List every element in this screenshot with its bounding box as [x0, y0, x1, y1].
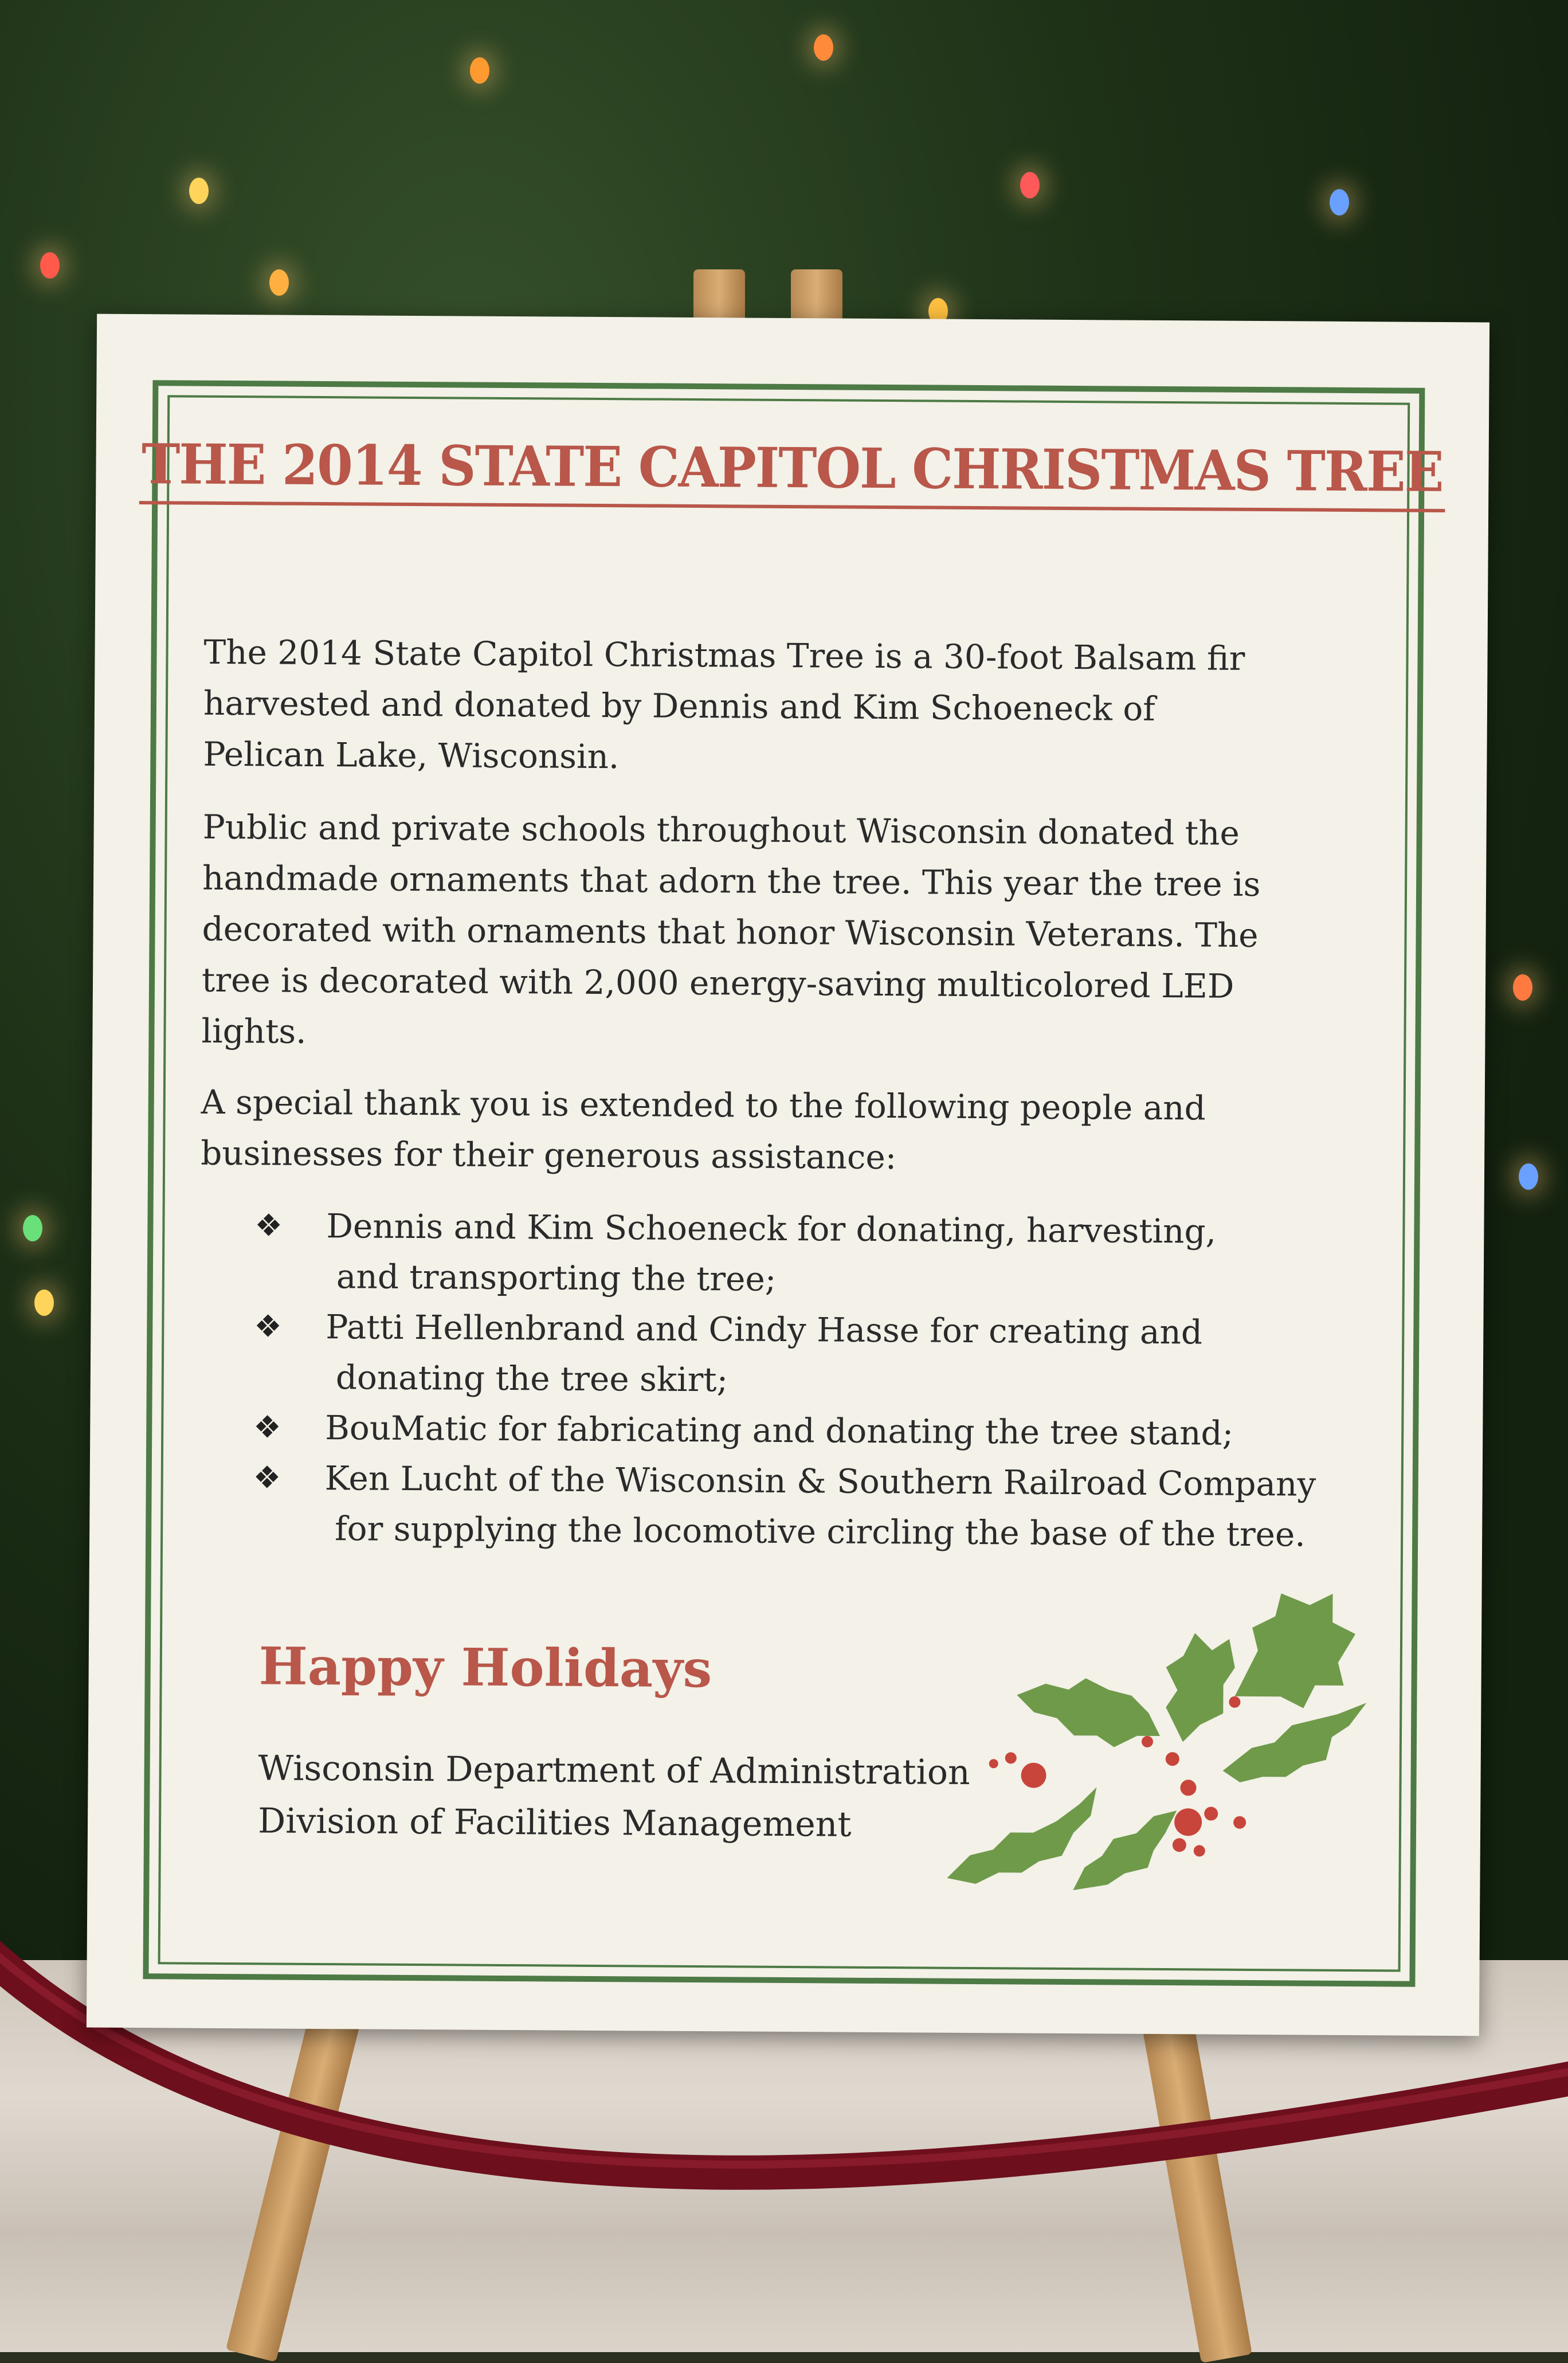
tree-light: [269, 269, 289, 296]
paragraph-line: decorated with ornaments that honor Wisconsin Veterans. The: [202, 909, 1259, 955]
tree-light: [34, 1290, 54, 1316]
list-item: [254, 1301, 1318, 1408]
paragraph-line: The 2014 State Capitol Christmas Tree is a 30-foot Balsam fir: [203, 632, 1245, 678]
tree-light: [40, 252, 60, 279]
paragraph-line: harvested and donated by Dennis and Kim Schoeneck of: [203, 683, 1155, 728]
paragraph-line: Public and private schools throughout Wisconsin donated the: [202, 807, 1240, 853]
tree-light: [23, 1215, 42, 1241]
paragraph-ornaments: [201, 802, 1378, 1064]
paragraph-line: handmade ornaments that adorn the tree. This year the tree is: [202, 858, 1261, 904]
list-item: [253, 1402, 1316, 1459]
list-item-line: BouMatic for fabricating and donating the tree stand;: [325, 1408, 1234, 1453]
bullet-diamond-icon: ❖: [254, 1207, 283, 1244]
sign-title: [96, 432, 1489, 513]
signature-line: Division of Facilities Management: [257, 1801, 852, 1845]
list-item-line: for supplying the locomotive circling the base of the tree.: [335, 1509, 1306, 1554]
tree-light: [470, 57, 489, 84]
tree-light: [1330, 189, 1349, 215]
paragraph-tree-description: [203, 627, 1379, 787]
holly-icon: [912, 1580, 1385, 1926]
list-item-line: donating the tree skirt;: [335, 1358, 728, 1400]
list-item-line: Patti Hellenbrand and Cindy Hasse for creating and: [326, 1307, 1203, 1352]
signature-line: Wisconsin Department of Administration: [258, 1748, 970, 1793]
list-item: [254, 1200, 1318, 1307]
sign-title-text: THE 2014 STATE CAPITOL CHRISTMAS TREE: [139, 432, 1445, 512]
tree-light: [189, 178, 209, 204]
list-item-line: and transporting the tree;: [336, 1257, 777, 1299]
list-item-line: Dennis and Kim Schoeneck for donating, harvesting,: [326, 1206, 1217, 1251]
bullet-diamond-icon: ❖: [253, 1409, 281, 1445]
tree-light: [1020, 172, 1040, 198]
signature-block: [258, 1742, 970, 1852]
paragraph-line: lights.: [201, 1011, 307, 1051]
bullet-diamond-icon: ❖: [253, 1459, 281, 1496]
paragraph-line: tree is decorated with 2,000 energy-saving multicolored LED: [201, 960, 1234, 1006]
bullet-diamond-icon: ❖: [254, 1308, 282, 1345]
tree-light: [1513, 974, 1532, 1001]
paragraph-line: businesses for their generous assistance:: [201, 1133, 897, 1177]
paragraph-thank-you: [201, 1077, 1376, 1186]
list-item-line: Ken Lucht of the Wisconsin & Southern Railroad Company: [324, 1459, 1316, 1504]
list-item: [253, 1452, 1316, 1559]
paragraph-line: Pelican Lake, Wisconsin.: [203, 734, 620, 777]
paragraph-line: A special thank you is extended to the following people and: [201, 1082, 1206, 1128]
tree-light: [814, 34, 833, 61]
closing-greeting: Happy Holidays: [258, 1636, 712, 1700]
sign-board: [87, 314, 1489, 2036]
thank-you-list: [253, 1200, 1318, 1559]
tree-light: [1519, 1163, 1538, 1190]
